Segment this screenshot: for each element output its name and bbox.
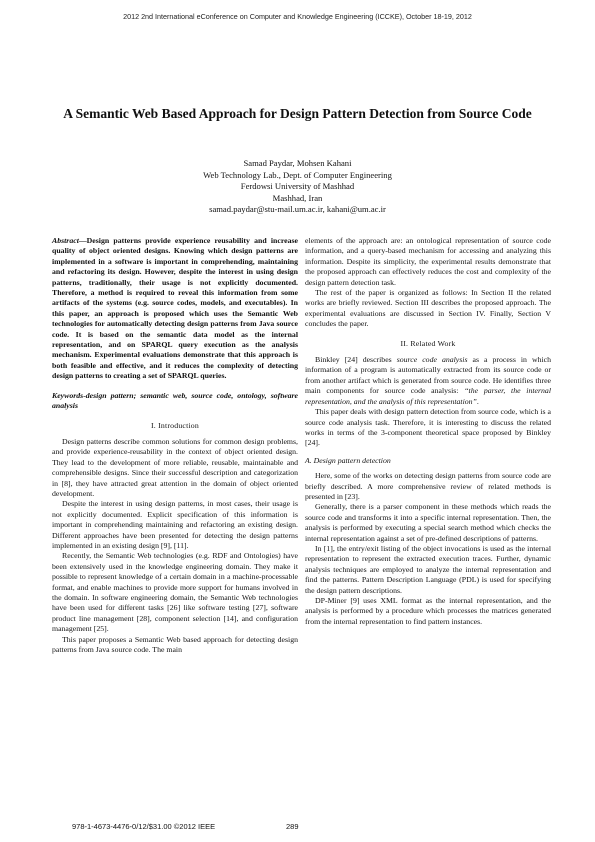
subsection-heading-design-pattern-detection: A. Design pattern detection <box>305 455 391 465</box>
affiliation-lab: Web Technology Lab., Dept. of Computer Engineering <box>203 169 392 180</box>
abstract <box>52 236 298 382</box>
conference-header: 2012 2nd International eConference on Computer and Knowledge Engineering (ICCKE), October 18-19, 2012 <box>123 12 472 21</box>
intro-paragraph: Despite the interest in using design patterns, in most cases, their usage is not explicitly documented. Explicit specification of this information is important in comprehending maintaining and refactoring an existing design. Different approaches have been presented for detecting the design patterns implemented in an existing design [9], [11]. <box>52 499 298 550</box>
paper-title: A Semantic Web Based Approach for Design Pattern Detection from Source Code <box>63 106 532 121</box>
intro-paragraph: Recently, the Semantic Web technologies (e.g. RDF and Ontologies) have been extensively used in the knowledge engineering domain. They make it possible to represent knowledge of a certain domain in a machine-processable format, and enable machines to provide more support for humans involved in the domain. In software engineering domain, the Semantic Web technologies have been used for different tasks [26] like software testing [27], software product line management [28], component selection [14], and configuration management [25]. <box>52 551 298 634</box>
author-block <box>100 158 495 216</box>
keywords <box>52 391 298 412</box>
keywords-body: semantic web, source code, ontology, software analysis <box>52 390 298 411</box>
left-column <box>52 236 298 655</box>
subsection-paragraph: In [1], the entry/exit listing of the object invocations is used as the internal representation to represent the extracted execution traces. Further, dynamic analysis techniques are employed to analyze the internal representation and find the patterns. Pattern Description Language (PDL) is used for specifying the design pattern descriptions. <box>305 543 551 595</box>
author-names: Samad Paydar, Mohsen Kahani <box>243 158 352 168</box>
abstract-lead: Abstract <box>52 236 79 245</box>
section-heading-introduction: I. Introduction <box>150 420 200 430</box>
organization-paragraph: The rest of the paper is organized as follows: In Section II the related works are briefly reviewed. Section III describes the proposed approach. The experimental evaluations are discussed in Section IV. Finally, Section V concludes the paper. <box>305 288 551 329</box>
abstract-body: —Design patterns provide experience reusability and increase quality of object oriented designs. Knowing which design patterns are implemented in a software is important in comprehending, maintaining and refactoring its design. However, despite the interest in using design patterns, traditionally, their usage is not explicitly documented. Therefore, a method is required to reveal this information from some artifacts of the systems (e.g. source codes, models, and executables). In this paper, an approach is proposed which uses the Semantic Web technologies for automatically detecting design patterns from Java source code. It is based on the semantic data model as the internal representation, and on SPARQL query execution as the analysis mechanism. Experimental evaluations demonstrate that this approach is both feasible and effective, and it reduces the complexity of detecting design patterns to creating a set of SPARQL queries. <box>52 236 298 381</box>
intro-paragraph: Design patterns describe common solutions for common design problems, and provide experience-reusability in the context of object oriented design. They lead to the development of more reliable, reusable, maintainable and comprehensible designs. Since their successful description and categorization in [8], they have attracted great attention in the domain of object oriented development. <box>52 436 298 498</box>
affiliation-university: Ferdowsi University of Mashhad <box>240 181 355 192</box>
page-number: 289 <box>286 822 299 831</box>
related-emphasis: source code analysis <box>396 355 468 365</box>
related-paragraph: This paper deals with design pattern detection from source code, which is a source code analysis task. Therefore, it is interesting to discuss the related works in terms of the 3-component theoretical space proposed by Binkley [24]. <box>305 407 551 448</box>
related-paragraph <box>305 355 551 407</box>
section-heading-related-work: II. Related Work <box>400 338 456 348</box>
keywords-lead: Keywords-design pattern; <box>52 390 137 400</box>
affiliation-location: Mashhad, Iran <box>272 192 323 203</box>
footer-isbn: 978-1-4673-4476-0/12/$31.00 ©2012 IEEE <box>72 822 216 831</box>
intro-paragraph: This paper proposes a Semantic Web based approach for detecting design patterns from Java source code. The main <box>52 634 298 655</box>
subsection-paragraph: DP-Miner [9] uses XML format as the internal representation, and the analysis is performed by a procedure which processes the matrices generated from the internal representation to find pattern instances. <box>305 596 551 626</box>
related-quote: “the parser, the internal representation, and the analysis of this representation” <box>305 386 551 406</box>
subsection-paragraph: Here, some of the works on detecting design patterns from source code are briefly described. A more comprehensive review of related methods is presented in [23]. <box>305 471 551 501</box>
related-text: Binkley [24] describes <box>315 355 397 365</box>
subsection-paragraph: Generally, there is a parser component in these methods which reads the source code and transforms it into a specific internal representation. Then, the analysis is performed by executing a special search method which checks the internal representation against a set of pre-defined descriptions of patterns. <box>305 502 551 543</box>
right-column <box>305 236 551 627</box>
related-text: . <box>476 396 479 406</box>
intro-continuation: elements of the approach are: an ontological representation of source code information, and a query-based mechanism for accessing and analyzing this information. Despite its simplicity, the experimental results demonstrate that the proposed approach can effectively reduces the cost and complexity of the design pattern detection task. <box>305 236 551 287</box>
related-text: as a process in which information of a program is automatically extracted from its source code or from another artifact which is generated from source code. He identifies three main components for source code analysis: <box>305 355 552 396</box>
author-emails: samad.paydar@stu-mail.um.ac.ir, kahani@um.ac.ir <box>209 204 386 215</box>
